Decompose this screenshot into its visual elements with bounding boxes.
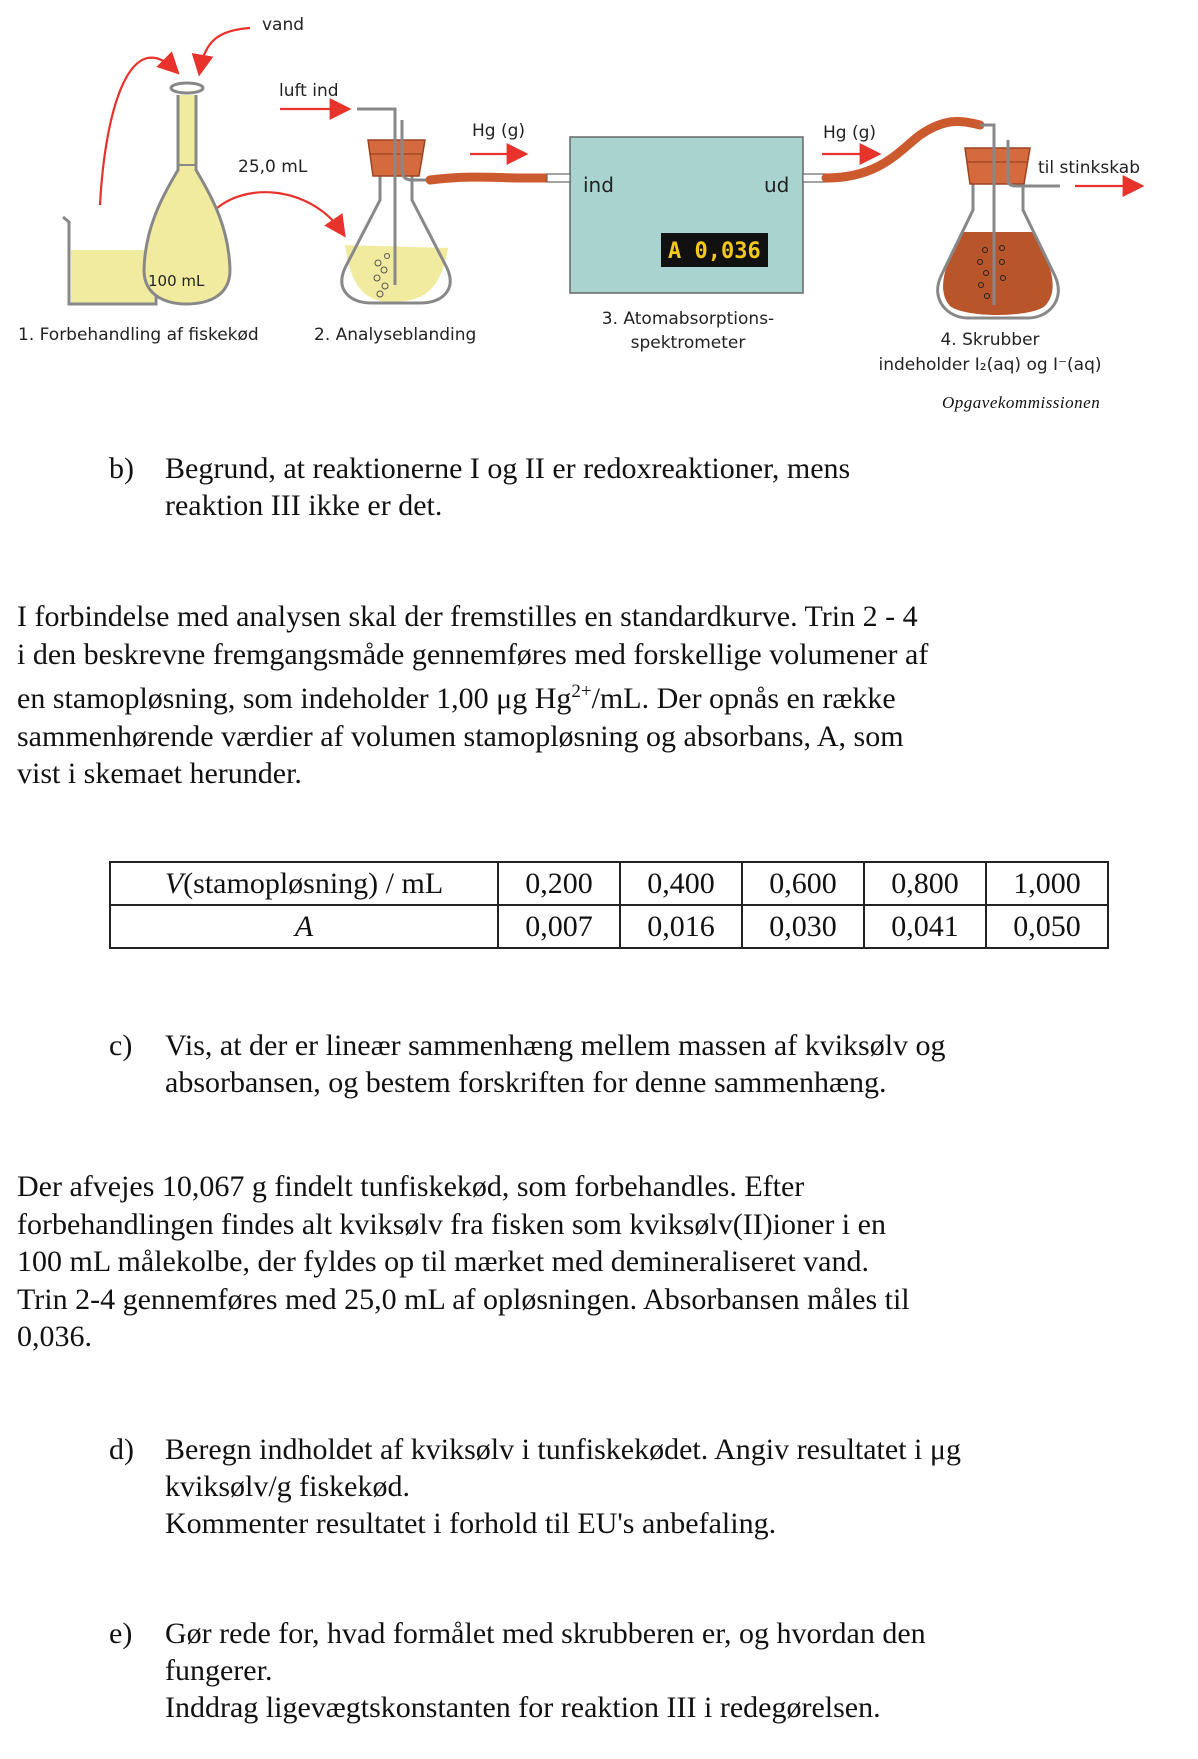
volumetric-flask (144, 83, 230, 304)
intro-line4: sammenhørende værdier af volumen stamopløsning og absorbans, A, som (17, 719, 904, 753)
label-step1: 1. Forbehandling af fiskekød (18, 325, 259, 345)
question-b-line2: reaktion III ikke er det. (165, 489, 443, 522)
absorbance-header: A (110, 905, 498, 948)
label-step4-line2: indeholder I₂(aq) og I⁻(aq) (878, 355, 1102, 375)
question-b-line1: Begrund, at reaktionerne I og II er redoxreaktioner, mens (165, 452, 851, 485)
label-step2: 2. Analyseblanding (314, 325, 477, 345)
question-e (109, 1615, 1179, 1730)
label-air-in: luft ind (279, 81, 339, 101)
label-step3-line2: spektrometer (630, 333, 746, 353)
table-row-absorbance (110, 905, 1108, 948)
table-cell: 0,400 (620, 862, 742, 905)
question-c-line2: absorbansen, og bestem forskriften for denne sammenhæng. (165, 1066, 887, 1099)
arrow-transfer-25ml (210, 192, 342, 232)
sample-line3: 100 mL målekolbe, der fyldes op til mærket med demineraliseret vand. (17, 1245, 869, 1278)
label-water: vand (262, 15, 305, 35)
label-hg-left: Hg (g) (472, 121, 526, 141)
table-cell: 0,050 (986, 905, 1108, 948)
question-e-line3: Inddrag ligevægtskonstanten for reaktion III i redegørelsen. (165, 1691, 881, 1724)
intro-line1: I forbindelse med analysen skal der fremstilles en standardkurve. Trin 2 - 4 (17, 600, 918, 633)
scrubber-flask (938, 125, 1060, 318)
display-reading: A 0,036 (668, 239, 761, 264)
table-cell: 0,800 (864, 862, 986, 905)
table-cell: 0,016 (620, 905, 742, 948)
sample-line1: Der afvejes 10,067 g findelt tunfiskekød, som forbehandles. Efter (17, 1170, 805, 1203)
question-b (109, 450, 1159, 530)
sample-line2: forbehandlingen findes alt kviksølv fra fisken som kviksølv(II)ioner i en (17, 1207, 886, 1241)
intro-line5: vist i skemaet herunder. (17, 757, 302, 790)
question-e-line2: fungerer. (165, 1654, 273, 1687)
question-letter: e) (109, 1617, 133, 1650)
question-letter: b) (109, 452, 134, 485)
intro-paragraph (17, 598, 928, 793)
apparatus-figure (0, 0, 1198, 400)
label-100ml: 100 mL (148, 272, 205, 290)
question-e-line1: Gør rede for, hvad formålet med skrubberen er, og hvordan den (165, 1617, 926, 1650)
spectrometer (547, 137, 826, 293)
intro-line2: i den beskrevne fremgangsmåde gennemføres med forskellige volumener af (17, 637, 929, 671)
calibration-table (109, 861, 1109, 949)
label-out: ud (764, 173, 790, 197)
sample-line4: Trin 2-4 gennemføres med 25,0 mL af opløsningen. Absorbansen måles til (17, 1282, 910, 1316)
table-cell: 0,200 (498, 862, 620, 905)
sample-line5: 0,036. (17, 1320, 92, 1353)
question-c-line1: Vis, at der er lineær sammenhæng mellem massen af kviksølv og (165, 1029, 946, 1062)
intro-line3: en stamopløsning, som indeholder 1,00 μg $Hg^{2+}/mL$. Der opnås en række (17, 681, 896, 715)
table-cell: 0,030 (742, 905, 864, 948)
arrow-water-in (200, 28, 250, 70)
label-step3-line1: 3. Atomabsorptions- (601, 309, 775, 329)
label-step4-line1: 4. Skrubber (940, 330, 1040, 350)
question-d (109, 1431, 1179, 1546)
sample-paragraph (17, 1168, 910, 1356)
table-cell: 0,600 (742, 862, 864, 905)
question-letter: c) (109, 1029, 133, 1062)
analysis-flask (342, 109, 450, 303)
beaker-100ml (63, 217, 156, 304)
question-d-line1: Beregn indholdet af kviksølv i tunfiskekødet. Angiv resultatet i μg (165, 1433, 961, 1466)
question-letter: d) (109, 1433, 134, 1466)
table-cell: 1,000 (986, 862, 1108, 905)
label-in: ind (583, 173, 614, 197)
arrow-to-flask-left (100, 58, 175, 205)
charge-superscript: 2+ (571, 681, 592, 702)
question-c (109, 1027, 1159, 1107)
label-25ml: 25,0 mL (238, 157, 308, 177)
label-hg-right: Hg (g) (823, 123, 877, 143)
volume-header: V(stamopløsning) / mL (110, 862, 498, 905)
question-d-line3: Kommenter resultatet i forhold til EU's anbefaling. (165, 1507, 777, 1540)
figure-credit: Opgavekommissionen (942, 393, 1101, 412)
table-cell: 0,007 (498, 905, 620, 948)
table-cell: 0,041 (864, 905, 986, 948)
question-d-line2: kviksølv/g fiskekød. (165, 1470, 410, 1503)
table-row-volume (110, 862, 1108, 905)
label-fume-hood: til stinkskab (1038, 158, 1140, 178)
